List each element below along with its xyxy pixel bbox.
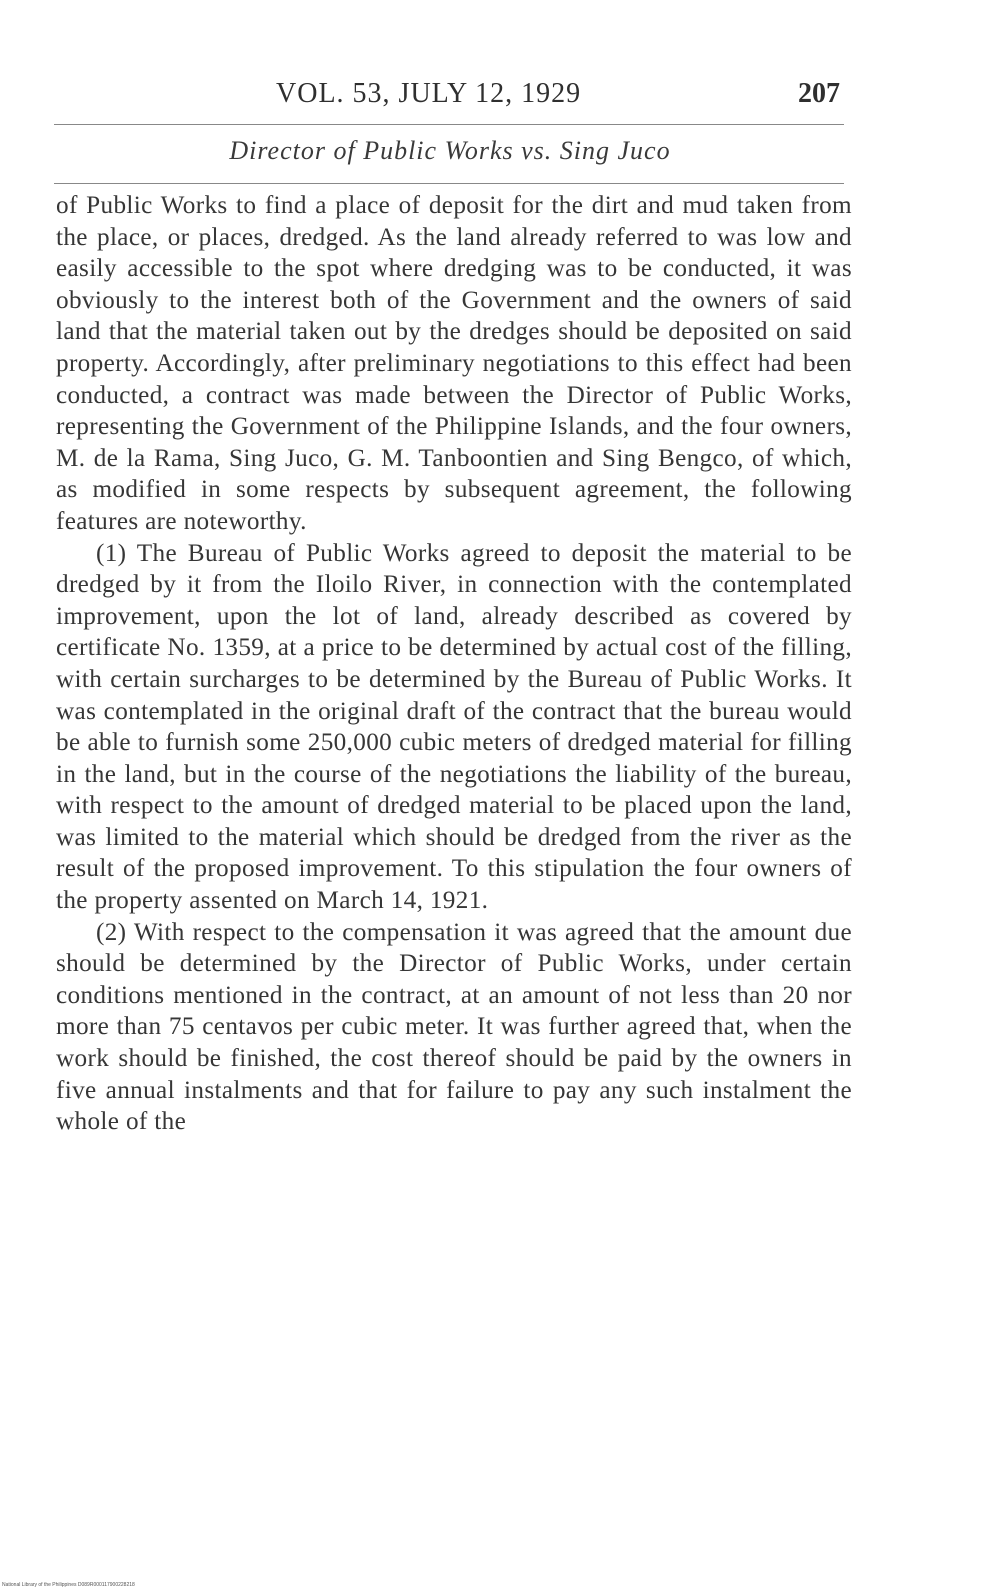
paragraph-item-2: (2) With respect to the compensation it was agreed that the amount due should be determined by the Director of Public Works, under certain conditions mentioned in the contract, at an amount of not less than 20 nor more than 75 centavos per cubic meter. It was further agreed that, when the work should be finished, the cost thereof should be paid by the owners in five annual instalments and that for failure to pay any such instalment the whole of the	[56, 918, 852, 1136]
scan-credit: National Library of the Philippines D089R000117900228218	[2, 1582, 135, 1588]
paragraph-item-1: (1) The Bureau of Public Works agreed to deposit the material to be dredged by it from the Iloilo River, in connection with the contemplated improvement, upon the lot of land, already described as covered by certificate No. 1359, at a price to be determined by actual cost of the filling, with certain surcharges to be determined by the Bureau of Public Works. It was contemplated in the original draft of the contract that the bureau would be able to furnish some 250,000 cubic meters of dredged material for filling in the land, but in the course of the negotiations the liability of the bureau, with respect to the amount of dredged material to be placed upon the land, was limited to the material which should be dredged from the river as the result of the proposed improvement. To this stipulation the four owners of the property assented on March 14, 1921.	[56, 539, 852, 915]
body-text	[56, 190, 852, 1138]
paragraph-continued: of Public Works to find a place of deposit for the dirt and mud taken from the place, or places, dredged. As the land already referred to was low and easily accessible to the spot where dredging was to be conducted, it was obviously to the interest both of the Government and the owners of said land that the material taken out by the dredges should be deposited on said property. Accordingly, after preliminary negotiations to this effect had been conducted, a contract was made between the Director of Public Works, representing the Government of the Philippine Islands, and the four owners, M. de la Rama, Sing Juco, G. M. Tanboontien and Sing Bengco, of which, as modified in some respects by subsequent agreement, the following features are noteworthy.	[56, 192, 852, 535]
header-rule-top	[54, 124, 844, 125]
page-number: 207	[798, 78, 840, 109]
volume-date-line: VOL. 53, JULY 12, 1929	[276, 78, 582, 109]
header-rule-bottom	[54, 183, 844, 184]
case-title: Director of Public Works vs. Sing Juco	[229, 136, 671, 165]
running-head	[40, 78, 840, 118]
